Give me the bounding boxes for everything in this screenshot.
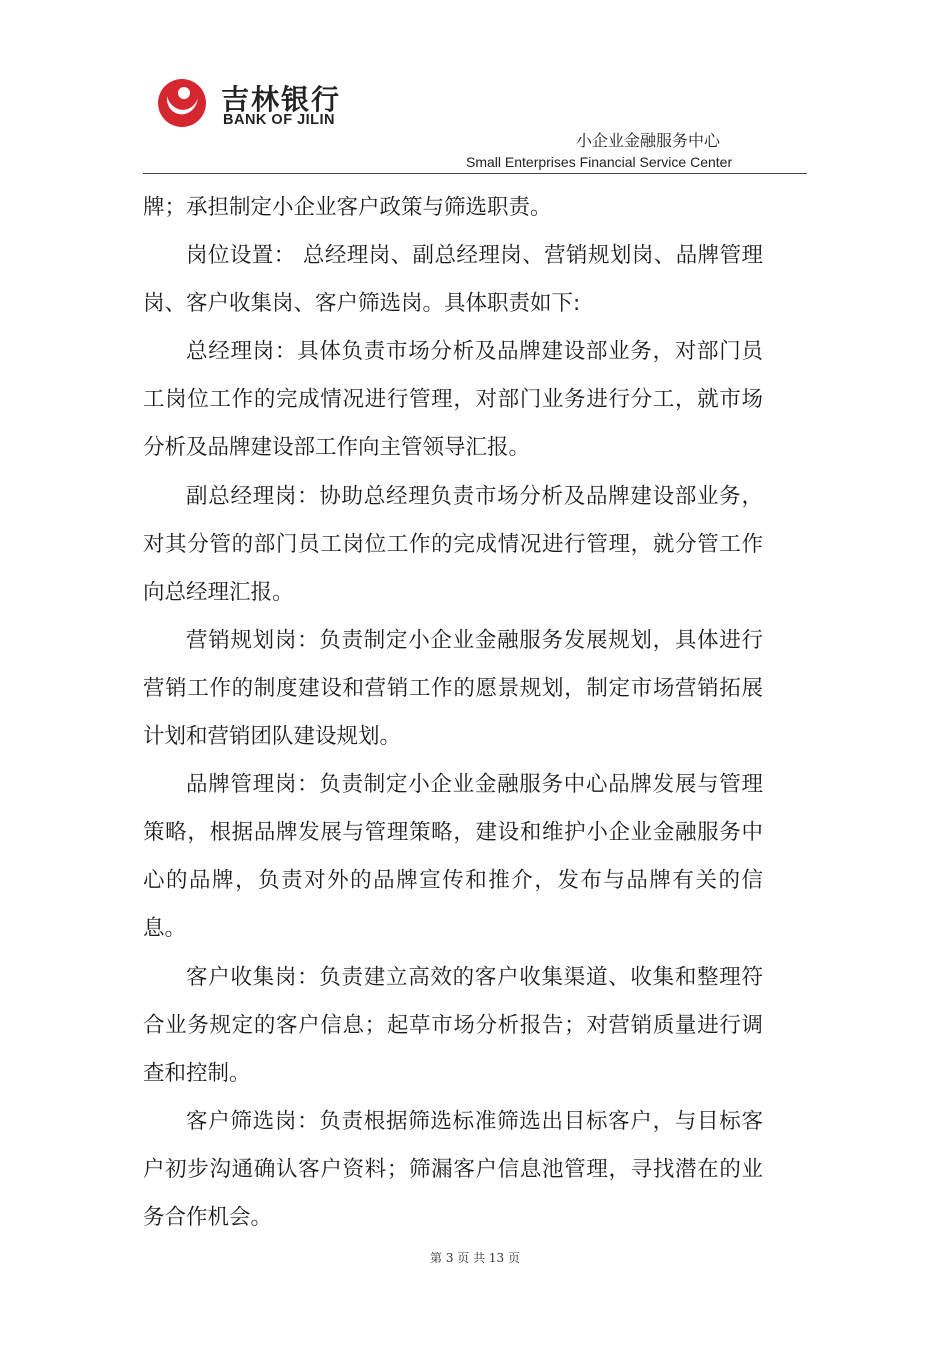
document-body [143,184,763,1242]
center-title-en: Small Enterprises Financial Service Center [466,154,733,170]
paragraph: 副总经理岗：协助总经理负责市场分析及品牌建设部业务，对其分管的部门员工岗位工作的完成情况进行管理，就分管工作向总经理汇报。 [143,483,763,605]
bank-emblem-icon [157,78,207,128]
logo-chinese-name: 吉林银行 [221,83,342,116]
bank-logo [147,72,377,142]
paragraph: 客户收集岗：负责建立高效的客户收集渠道、收集和整理符合业务规定的客户信息；起草市场分析报告；对营销质量进行调查和控制。 [143,964,763,1086]
header-divider [143,173,807,174]
paragraph: 岗位设置： 总经理岗、副总经理岗、营销规划岗、品牌管理岗、客户收集岗、客户筛选岗。具体职责如下: [143,243,763,317]
paragraph: 总经理岗：具体负责市场分析及品牌建设部业务，对部门员工岗位工作的完成情况进行管理，对部门业务进行分工，就市场分析及品牌建设部工作向主管领导汇报。 [143,339,763,461]
center-title-cn: 小企业金融服务中心 [575,131,720,150]
paragraph: 牌；承担制定小企业客户政策与筛选职责。 [143,195,552,220]
paragraph: 客户筛选岗：负责根据筛选标准筛选出目标客户，与目标客户初步沟通确认客户资料；筛漏客户信息池管理，寻找潜在的业务合作机会。 [143,1108,763,1230]
paragraph: 品牌管理岗：负责制定小企业金融服务中心品牌发展与管理策略，根据品牌发展与管理策略，建设和维护小企业金融服务中心的品牌，负责对外的品牌宣传和推介，发布与品牌有关的信息。 [143,772,763,942]
logo-english-name: BANK OF JILIN [223,112,336,128]
paragraph: 营销规划岗：负责制定小企业金融服务发展规划，具体进行营销工作的制度建设和营销工作的愿景规划，制定市场营销拓展计划和营销团队建设规划。 [143,627,763,750]
page-number: 第 3 页 共 13 页 [430,1251,520,1265]
